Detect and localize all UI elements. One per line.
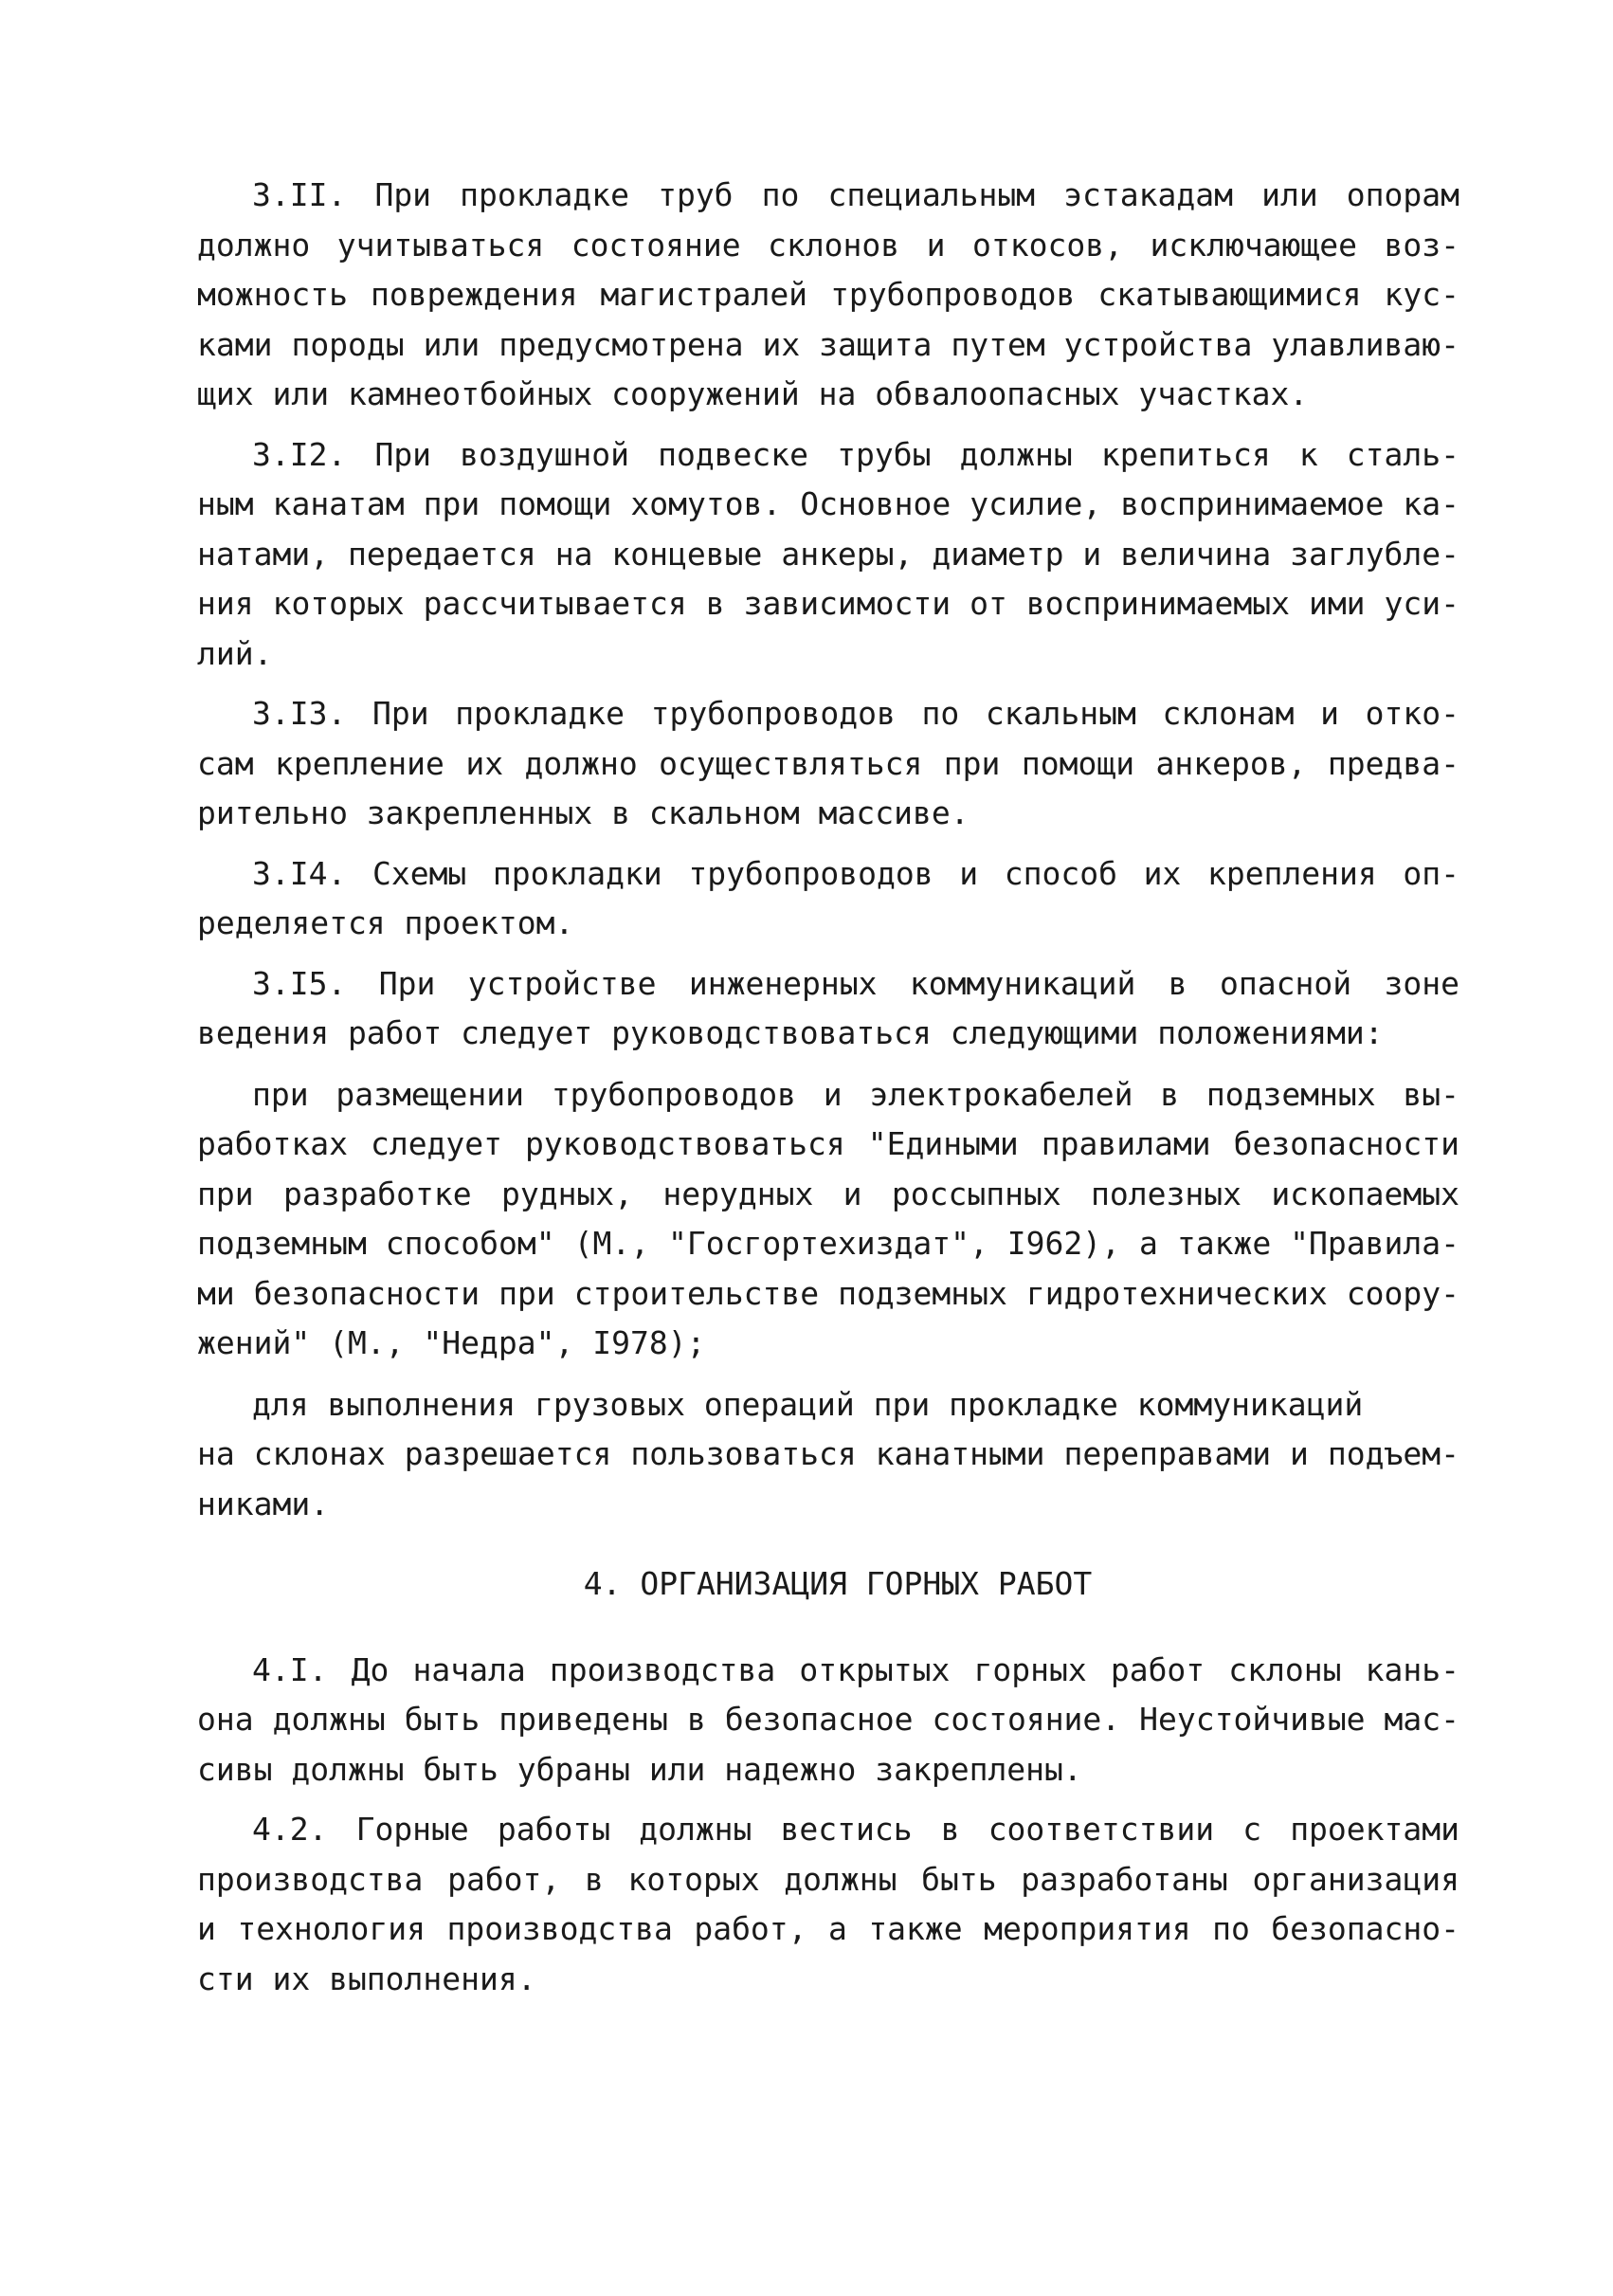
text-line: работках следует руководствоваться "Едиными правилами безопасности [197, 1125, 1459, 1162]
text-line: для выполнения грузовых операций при прокладке коммуникаций [252, 1385, 1364, 1423]
text-line: 3.I4. Схемы прокладки трубопроводов и способ их крепления оп- [252, 854, 1459, 892]
text-line: 4.I. До начала производства открытых горных работ склоны кань- [252, 1650, 1459, 1688]
text-line: ведения работ следует руководствоваться следующими положениями: [197, 1014, 1384, 1051]
text-line: ределяется проектом. [197, 904, 574, 941]
text-line: она должны быть приведены в безопасное состояние. Неустойчивые мас- [197, 1701, 1459, 1738]
paragraph-3-14 [197, 849, 1459, 949]
paragraph-gap [197, 1059, 1459, 1070]
paragraph-3-15-slopes [197, 1380, 1459, 1530]
paragraph-gap [197, 949, 1459, 959]
text-line: ным канатам при помощи хомутов. Основное усилие, воспринимаемое ка- [197, 485, 1459, 522]
text-line: ками породы или предусмотрена их защита путем устройства улавливаю- [197, 325, 1459, 363]
text-line: на склонах разрешается пользоваться канатными переправами и подъем- [197, 1435, 1459, 1472]
text-line: ния которых рассчитывается в зависимости от воспринимаемых ими уси- [197, 585, 1459, 622]
heading-gap [197, 1610, 1459, 1646]
paragraph-3-15-underground [197, 1070, 1459, 1369]
text-line: сивы должны быть убраны или надежно закреплены. [197, 1750, 1082, 1788]
text-line: 3.I5. При устройстве инженерных коммуникаций в опасной зоне [252, 964, 1459, 1002]
text-line: никами. [197, 1485, 330, 1522]
text-line: лий. [197, 634, 273, 672]
text-line: при размещении трубопроводов и электрокабелей в подземных вы- [252, 1075, 1459, 1113]
text-line: производства работ, в которых должны быть разработаны организация [197, 1860, 1459, 1898]
paragraph-gap [197, 420, 1459, 430]
paragraph-3-13 [197, 689, 1459, 839]
text-line: можность повреждения магистралей трубопроводов скатывающимися кус- [197, 276, 1459, 313]
text-line: 3.I2. При воздушной подвеске трубы должны крепиться к сталь- [252, 435, 1459, 473]
text-line: щих или камнеотбойных сооружений на обвалоопасных участках. [197, 375, 1309, 412]
text-line: при разработке рудных, нерудных и россыпных полезных ископаемых [197, 1175, 1459, 1212]
paragraph-gap [197, 1369, 1459, 1380]
paragraph-gap [197, 839, 1459, 849]
paragraph-4-1 [197, 1646, 1459, 1795]
paragraph-gap [197, 1795, 1459, 1805]
paragraph-gap [197, 679, 1459, 689]
document-page [197, 171, 1459, 2004]
section-heading: 4. ОРГАНИЗАЦИЯ ГОРНЫХ РАБОТ [583, 1565, 1093, 1602]
text-line: жений" (М., "Недра", I978); [197, 1324, 706, 1361]
text-line: 4.2. Горные работы должны вестись в соответствии с проектами [252, 1811, 1459, 1848]
heading-gap [197, 1529, 1459, 1559]
text-line: и технология производства работ, а также мероприятия по безопасно- [197, 1910, 1459, 1947]
paragraph-3-12 [197, 430, 1459, 680]
paragraph-3-11 [197, 171, 1459, 420]
paragraph-3-15 [197, 959, 1459, 1059]
text-line: натами, передается на концевые анкеры, диаметр и величина заглубле- [197, 535, 1459, 573]
paragraph-4-2 [197, 1805, 1459, 2004]
text-line: 3.I3. При прокладке трубопроводов по скальным склонам и отко- [252, 695, 1459, 732]
text-line: рительно закрепленных в скальном массиве. [197, 794, 970, 831]
text-line: сти их выполнения. [197, 1959, 536, 1997]
text-line: ми безопасности при строительстве подземных гидротехнических соору- [197, 1274, 1459, 1312]
text-line: сам крепление их должно осуществляться при помощи анкеров, предва- [197, 744, 1459, 782]
text-line: 3.II. При прокладке труб по специальным эстакадам или опорам [252, 176, 1459, 213]
text-line: подземным способом" (М., "Госгортехиздат", I962), а также "Правила- [197, 1225, 1459, 1262]
text-line: должно учитываться состояние склонов и откосов, исключающее воз- [197, 226, 1459, 264]
